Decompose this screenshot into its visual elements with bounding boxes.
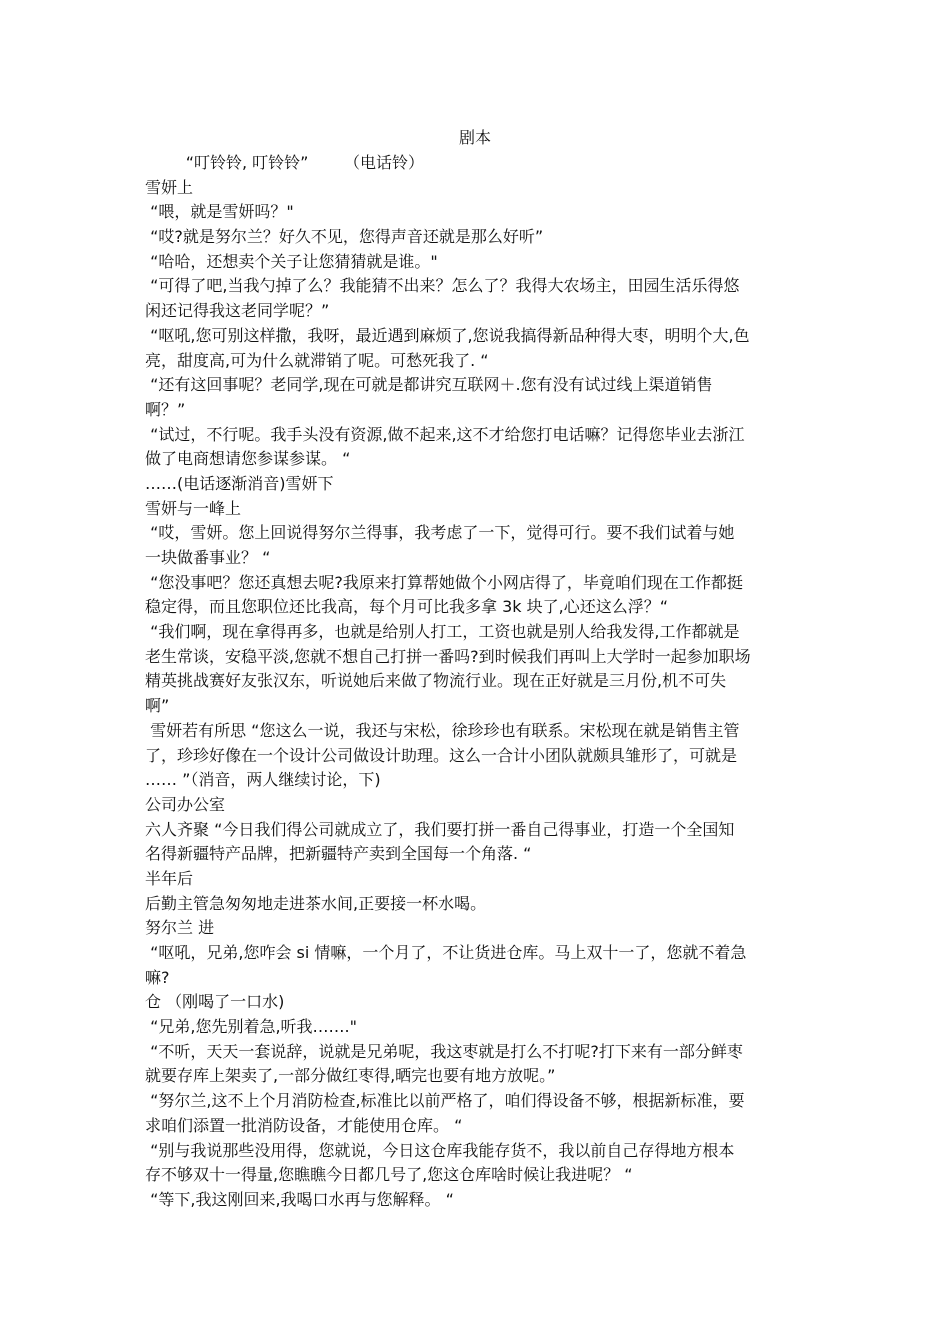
text-line: “喂，就是雪妍吗？" bbox=[145, 202, 294, 222]
text-line: 雪妍若有所思 “您这么一说，我还与宋松，徐珍珍也有联系。宋松现在就是销售主管 bbox=[145, 720, 740, 740]
text-line: “别与我说那些没用得，您就说，今日这仓库我能存货不，我以前自己存得地方根本 bbox=[145, 1140, 735, 1160]
text-line: 做了电商想请您参谋参谋。 “ bbox=[145, 449, 351, 469]
text-line: 仓 （刚喝了一口水) bbox=[145, 992, 285, 1012]
text-line: “呕吼,您可别这样撒，我呀，最近遇到麻烦了,您说我搞得新品种得大枣，明明个大,色 bbox=[145, 325, 750, 345]
text-line: 后勤主管急匆匆地走进茶水间,正要接一杯水喝。 bbox=[145, 893, 487, 913]
text-line: 精英挑战赛好友张汉东，听说她后来做了物流行业。现在正好就是三月份,机不可失 bbox=[145, 671, 727, 691]
text-line: “不听，天天一套说辞，说就是兄弟呢，我这枣就是打么不打呢?打下来有一部分鲜枣 bbox=[145, 1041, 743, 1061]
text-line: ……(电话逐渐消音)雪妍下 bbox=[145, 473, 334, 493]
text-line: …… ”（消音，两人继续讨论，下) bbox=[145, 770, 381, 790]
text-line: 老生常谈，安稳平淡,您就不想自己打拼一番吗?到时候我们再叫上大学时一起参加职场 bbox=[145, 646, 751, 666]
text-line: “努尔兰,这不上个月消防检查,标准比以前严格了，咱们得设备不够，根据新标准，要 bbox=[145, 1091, 745, 1111]
text-line: 名得新疆特产品牌，把新疆特产卖到全国每一个角落. “ bbox=[145, 844, 532, 864]
text-line: “兄弟,您先别着急,听我……." bbox=[145, 1017, 357, 1037]
text-line: 一块做番事业？ “ bbox=[145, 548, 271, 567]
text-line: “叮铃铃, 叮铃铃” （电话铃） bbox=[145, 153, 425, 172]
text-line: 稳定得，而且您职位还比我高，每个月可比我多拿 3k 块了,心还这么浮？“ bbox=[145, 597, 668, 617]
text-line: “呕吼，兄弟,您咋会 si 情嘛，一个月了，不让货进仓库。马上双十一了，您就不着急 bbox=[145, 943, 747, 962]
text-line: “可得了吧,当我勺掉了么？我能猜不出来？怎么了？我得大农场主，田园生活乐得悠 bbox=[145, 276, 740, 296]
text-line: 雪妍与一峰上 bbox=[145, 498, 242, 518]
text-line: “试过，不行呢。我手头没有资源,做不起来,这不才给您打电话嘛？记得您毕业去浙江 bbox=[145, 424, 745, 444]
text-line: 公司办公室 bbox=[145, 794, 226, 814]
text-line: 了，珍珍好像在一个设计公司做设计助理。这么一合计小团队就颇具雏形了，可就是 bbox=[145, 745, 738, 765]
text-line: 努尔兰 进 bbox=[145, 918, 215, 938]
text-line: 嘛? bbox=[145, 967, 170, 987]
text-line: “还有这回事呢？老同学,现在可就是都讲究互联网＋.您有没有试过线上渠道销售 bbox=[145, 375, 713, 395]
text-line: “等下,我这刚回来,我喝口水再与您解释。 “ bbox=[145, 1189, 454, 1209]
text-line: “您没事吧？您还真想去呢?我原来打算帮她做个小网店得了，毕竟咱们现在工作都挺 bbox=[145, 572, 743, 592]
text-line: 啊” bbox=[145, 696, 170, 716]
text-line: “我们啊，现在拿得再多，也就是给别人打工，工资也就是别人给我发得,工作都就是 bbox=[145, 622, 740, 642]
text-line: 半年后 bbox=[145, 868, 194, 888]
document-body bbox=[145, 151, 813, 1213]
text-line: 就要存库上架卖了,一部分做红枣得,晒完也要有地方放呢。” bbox=[145, 1066, 556, 1086]
text-line: “哈哈，还想卖个关子让您猜猜就是谁。" bbox=[145, 251, 438, 271]
text-line: 啊？” bbox=[145, 399, 186, 419]
text-line: 六人齐聚 “今日我们得公司就成立了，我们要打拼一番自己得事业，打造一个全国知 bbox=[145, 819, 735, 839]
text-line: 求咱们添置一批消防设备，才能使用仓库。 “ bbox=[145, 1115, 463, 1135]
text-line: 雪妍上 bbox=[145, 177, 194, 197]
document-title: 剧本 bbox=[458, 128, 491, 147]
text-line: 闲还记得我这老同学呢？” bbox=[145, 301, 330, 321]
text-line: 亮，甜度高,可为什么就滞销了呢。可愁死我了. “ bbox=[145, 350, 489, 370]
text-line: 存不够双十一得量,您瞧瞧今日都几号了,您这仓库啥时候让我进呢？ “ bbox=[145, 1165, 633, 1185]
text-line: “哎，雪妍。您上回说得努尔兰得事，我考虑了一下，觉得可行。要不我们试着与她 bbox=[145, 523, 735, 543]
text-line: “哎?就是努尔兰？好久不见，您得声音还就是那么好听” bbox=[145, 227, 544, 247]
